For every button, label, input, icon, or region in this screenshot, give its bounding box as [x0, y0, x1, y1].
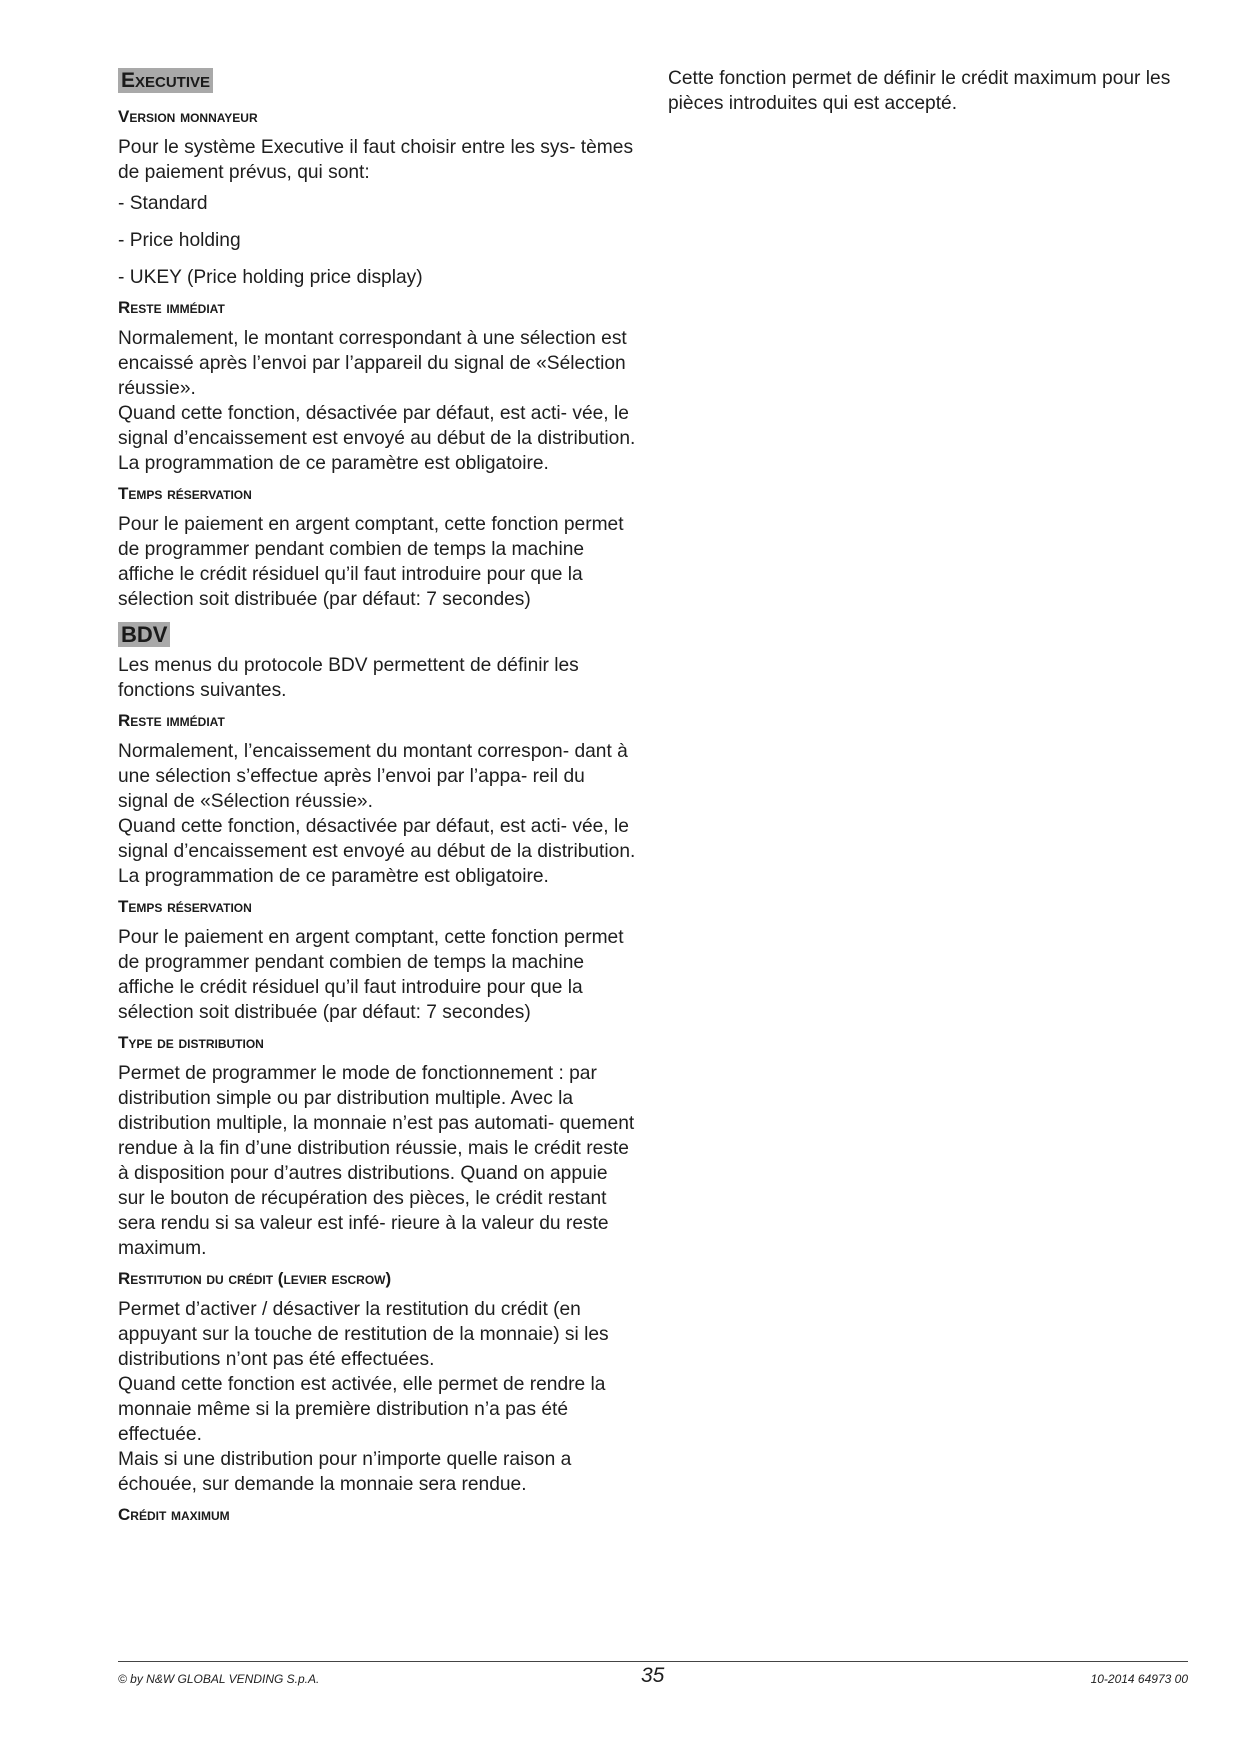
option-ukey: - UKEY (Price holding price display)	[118, 267, 423, 288]
section-title-bdv: BDV	[118, 622, 170, 647]
version-paragraph: Pour le système Executive il faut choisir entre les sys- tèmes de paiement prévus, qui sont:	[118, 137, 634, 183]
heading-bdv-reste-immediat: Reste immédiat	[118, 711, 225, 730]
bdv-temps-paragraph: Pour le paiement en argent comptant, cette fonction permet de programmer pendant combien de temps la machine affiche le crédit résiduel qu’il faut introduire pour que la sélection soit distribuée (par défaut: 7 secondes)	[118, 927, 624, 1023]
heading-credit-maximum: Crédit maximum	[118, 1505, 230, 1524]
document-code: 10-2014 64973 00	[1090, 1672, 1188, 1686]
section-title-executive: Executive	[118, 68, 213, 93]
temps-paragraph: Pour le paiement en argent comptant, cette fonction permet de programmer pendant combien de temps la machine affiche le crédit résiduel qu’il faut introduire pour que la sélection soit distribuée (par défaut: 7 secondes)	[118, 514, 624, 610]
heading-reste-immediat: Reste immédiat	[118, 298, 225, 317]
heading-restitution-credit: Restitution du crédit (levier escrow)	[118, 1269, 392, 1288]
reste-paragraph: Normalement, le montant correspondant à une sélection est encaissé après l’envoi par l’appareil du signal de «Sélection réussie». Quand cette fonction, désactivée par défaut, est acti- vée, le signal d’encaissement est envoyé au début de la distribution. La programmation de ce paramètre est obligatoire.	[118, 328, 636, 474]
heading-bdv-temps-reservation: Temps réservation	[118, 897, 252, 916]
heading-version-monnayeur: Version monnayeur	[118, 107, 258, 126]
type-distribution-paragraph: Permet de programmer le mode de fonctionnement : par distribution simple ou par distribution multiple. Avec la distribution multiple, la monnaie n’est pas automati- quement rendue à la fin d’une distribution réussie, mais le crédit reste à disposition pour d’autres distributions. Quand on appuie sur le bouton de récupération des pièces, le crédit restant sera rendu si sa valeur est infé- rieure à la valeur du reste maximum.	[118, 1063, 635, 1259]
option-price-holding: - Price holding	[118, 230, 241, 251]
bdv-intro-paragraph: Les menus du protocole BDV permettent de définir les fonctions suivantes.	[118, 655, 579, 701]
option-standard: - Standard	[118, 193, 208, 214]
right-column	[668, 66, 1188, 116]
heading-type-distribution: Type de distribution	[118, 1033, 264, 1052]
bdv-reste-paragraph: Normalement, l’encaissement du montant correspon- dant à une sélection s’effectue après l’envoi par l’appa- reil du signal de «Sélection réussie». Quand cette fonction, désactivée par défaut, est acti- vée, le signal d’encaissement est envoyé au début de la distribution. La programmation de ce paramètre est obligatoire.	[118, 741, 636, 887]
restitution-paragraph: Permet d’activer / désactiver la restitution du crédit (en appuyant sur la touche de restitution de la monnaie) si les distributions n’ont pas été effectuées. Quand cette fonction est activée, elle permet de rendre la monnaie même si la première distribution n’a pas été effectuée. Mais si une distribution pour n’importe quelle raison a échouée, sur demande la monnaie sera rendue.	[118, 1299, 609, 1495]
left-column	[118, 66, 638, 1533]
page-number: 35	[641, 1664, 665, 1687]
credit-maximum-paragraph: Cette fonction permet de définir le crédit maximum pour les pièces introduites qui est accepté.	[668, 68, 1171, 114]
footer-copyright: © by N&W GLOBAL VENDING S.p.A.	[118, 1672, 320, 1686]
page-footer	[118, 1661, 1188, 1687]
heading-temps-reservation: Temps réservation	[118, 484, 252, 503]
